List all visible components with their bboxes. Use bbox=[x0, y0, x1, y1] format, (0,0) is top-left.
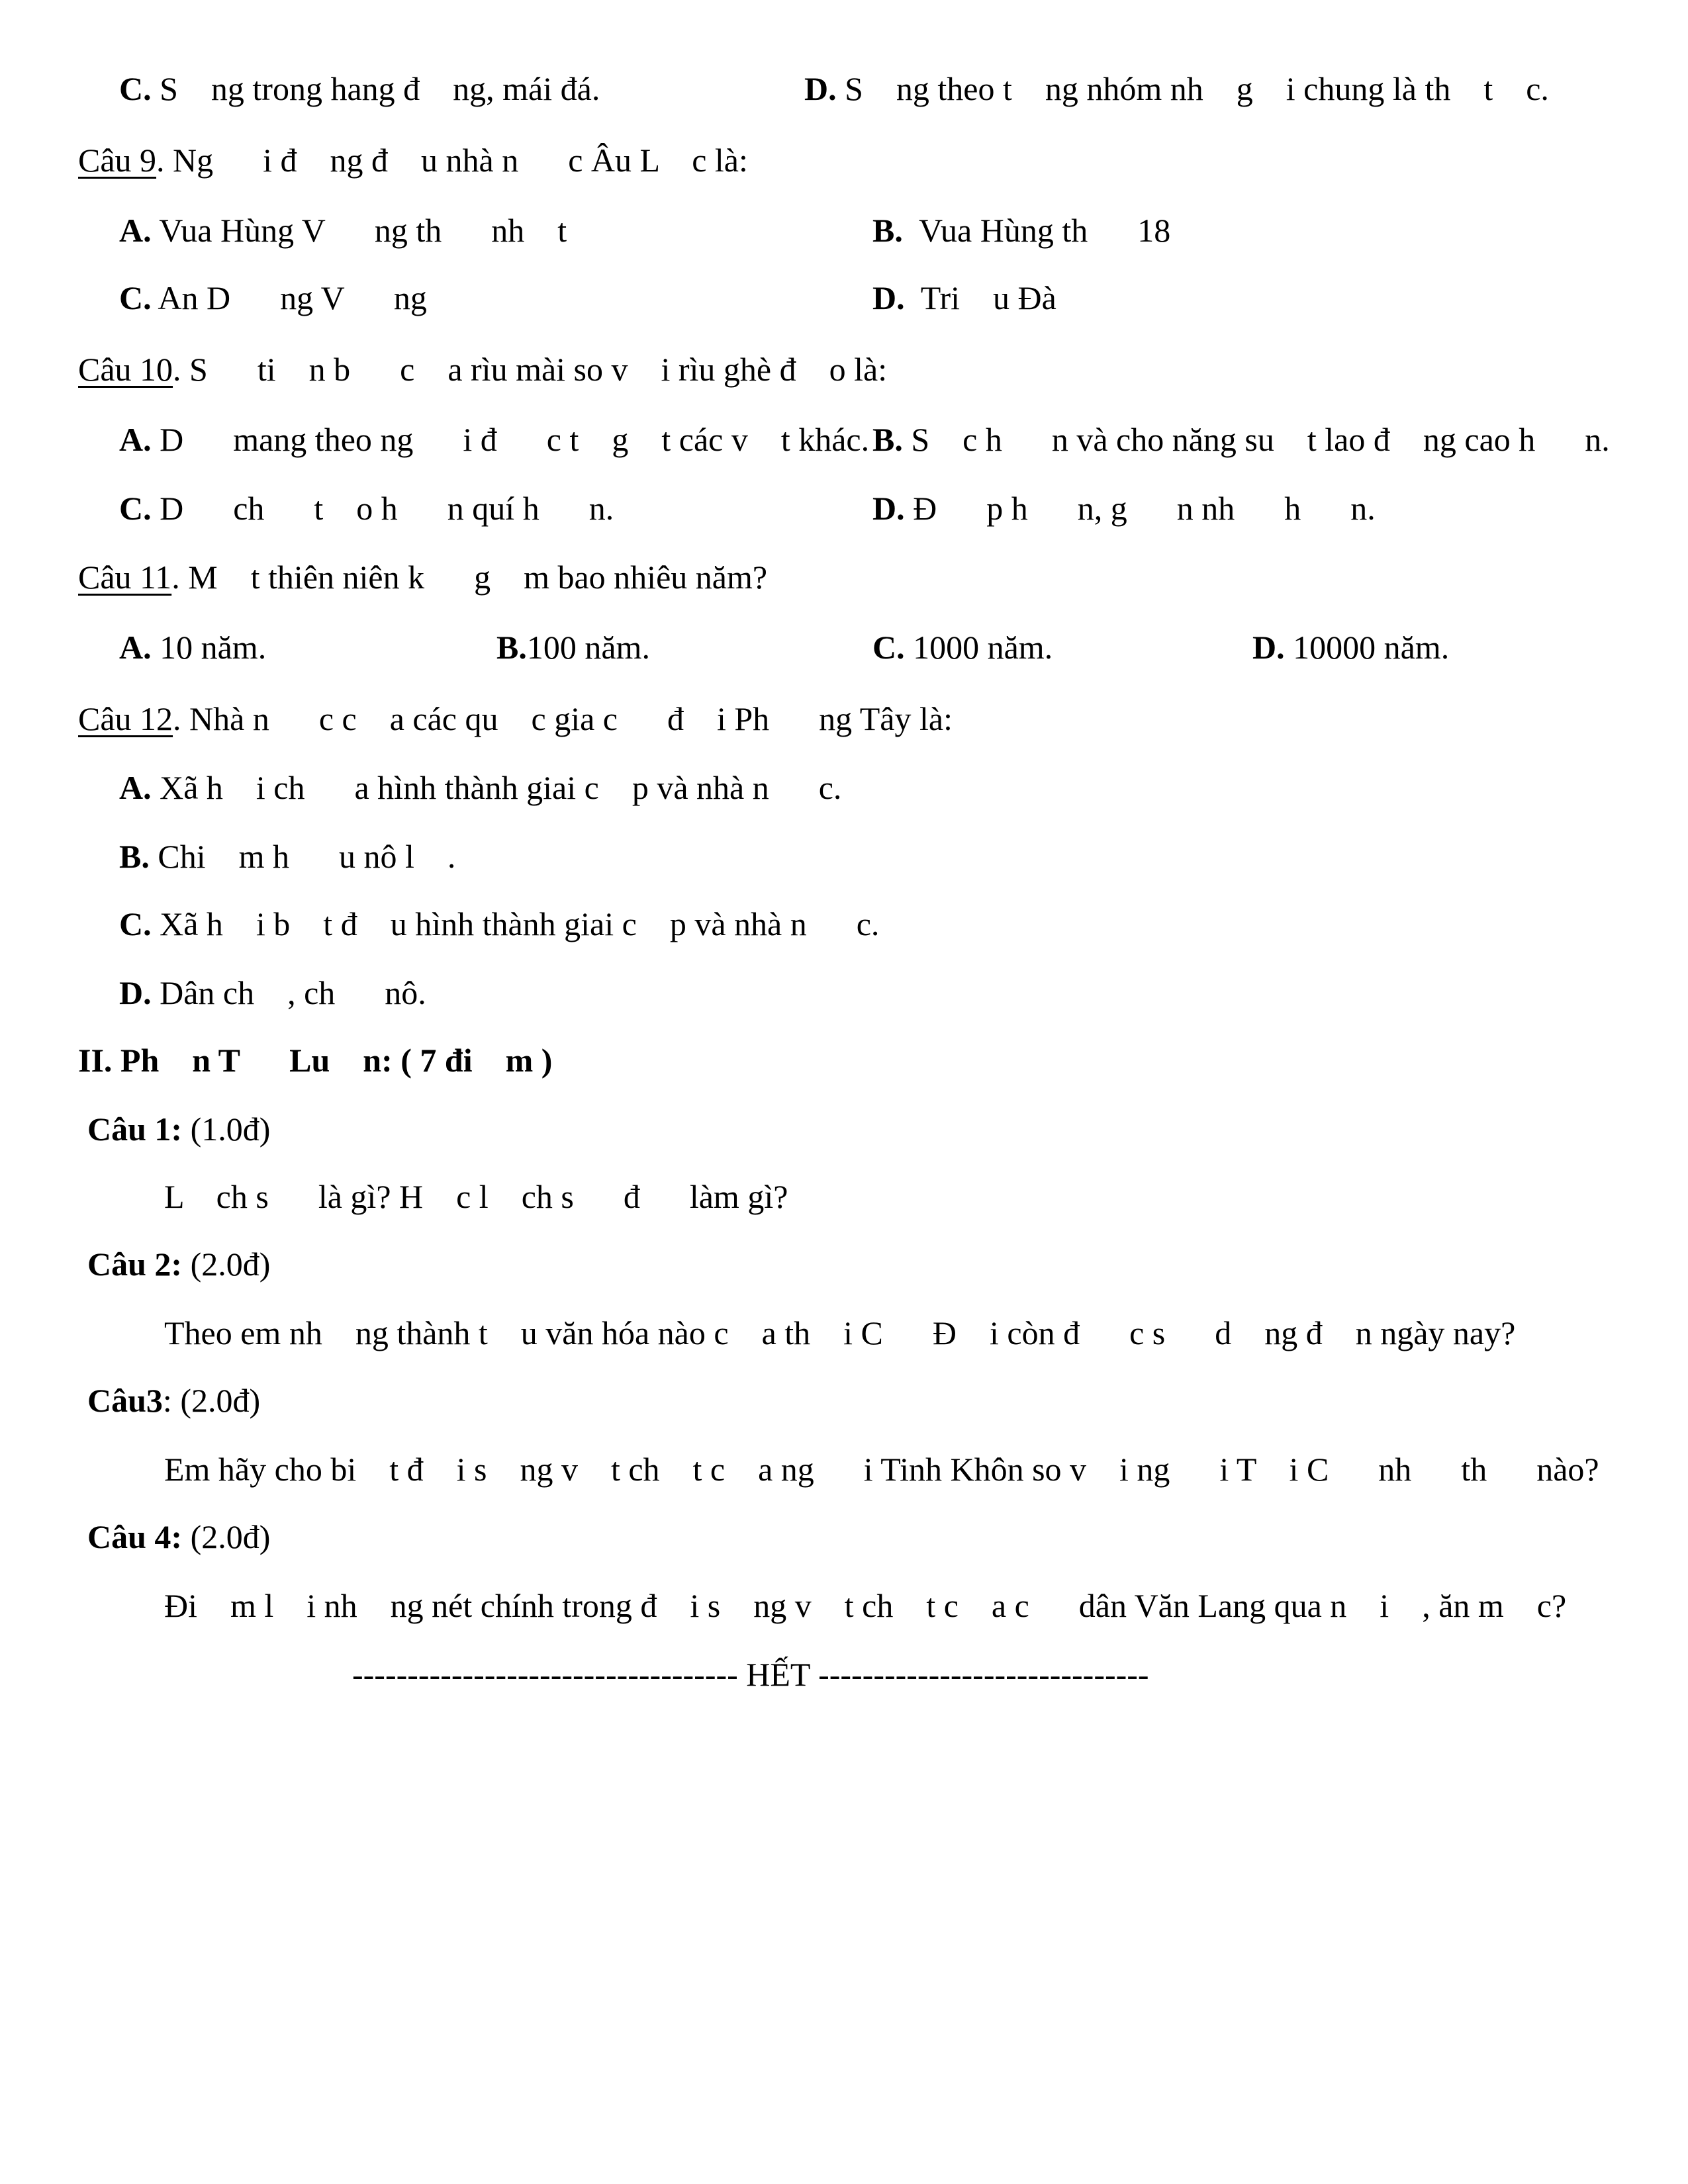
q9-option-a bbox=[119, 210, 567, 250]
q12-option-b bbox=[119, 837, 455, 876]
q11-label: Câu 11 bbox=[78, 559, 172, 596]
q9-option-b-text: Vua Hùng th 18 bbox=[902, 212, 1171, 249]
q8-option-d bbox=[804, 69, 1549, 109]
q12-option-c-letter: C. bbox=[119, 905, 152, 942]
q12-option-c bbox=[119, 904, 879, 944]
q9-option-b bbox=[872, 210, 1170, 250]
q8-option-c-text: S ng trong hang đ ng, mái đá. bbox=[151, 70, 600, 107]
q9-label: Câu 9 bbox=[78, 142, 157, 179]
q11-option-d bbox=[1252, 627, 1449, 667]
q10-option-c-letter: C. bbox=[119, 490, 152, 527]
essay-q3-points: : (2.0đ) bbox=[162, 1382, 261, 1419]
q9-option-b-letter: B. bbox=[872, 212, 903, 249]
q10-option-b bbox=[872, 420, 1610, 459]
essay-q4-label: Câu 4: bbox=[87, 1518, 183, 1555]
q11-option-b bbox=[496, 627, 650, 667]
q8-option-c bbox=[119, 69, 600, 109]
q11-option-c-text: 1000 năm. bbox=[904, 629, 1053, 666]
essay-q2-header bbox=[87, 1244, 270, 1284]
q11-option-c bbox=[872, 627, 1053, 667]
q9-option-c-text: An D ng V ng bbox=[151, 279, 427, 316]
q9-option-d-text: Tri u Đà bbox=[904, 279, 1056, 316]
q8-option-d-text: S ng theo t ng nhóm nh g i chung là th t c. bbox=[836, 70, 1549, 107]
q10-option-d-letter: D. bbox=[872, 490, 905, 527]
q8-option-c-letter: C. bbox=[119, 70, 152, 107]
q10-option-c bbox=[119, 488, 614, 528]
q10-option-a-letter: A. bbox=[119, 421, 152, 458]
q9-option-d bbox=[872, 278, 1056, 318]
essay-q3-header bbox=[87, 1381, 260, 1420]
q10-option-c-text: D ch t o h n quí h n. bbox=[151, 490, 614, 527]
q9-option-c-letter: C. bbox=[119, 279, 152, 316]
essay-q4-points: (2.0đ) bbox=[182, 1518, 271, 1555]
q11-option-b-text: 100 năm. bbox=[526, 629, 650, 666]
q10-label: Câu 10 bbox=[78, 351, 173, 388]
essay-q2-label: Câu 2: bbox=[87, 1246, 183, 1283]
q12-option-d-text: Dân ch , ch nô. bbox=[151, 974, 426, 1011]
q10-option-d-text: Đ p h n, g n nh h n. bbox=[904, 490, 1376, 527]
part2-heading: II. Ph n T Lu n: ( 7 đi m ) bbox=[78, 1042, 553, 1079]
essay-q4-header bbox=[87, 1517, 270, 1557]
q12-option-b-letter: B. bbox=[119, 838, 150, 875]
q10-text: . S ti n b c a rìu mài so v i rìu ghè đ o là: bbox=[173, 351, 888, 388]
essay-q3-label: Câu3 bbox=[87, 1382, 163, 1419]
q10-option-a-text: D mang theo ng i đ c t g t các v t khác. bbox=[151, 421, 870, 458]
q11-option-c-letter: C. bbox=[872, 629, 905, 666]
q9-text: . Ng i đ ng đ u nhà n c Âu L c là: bbox=[156, 142, 748, 179]
q11-option-a-text: 10 năm. bbox=[151, 629, 267, 666]
q12-option-c-text: Xã h i b t đ u hình thành giai c p và nhà n c. bbox=[151, 905, 880, 942]
footer-dashes-right: ------------------------------ bbox=[818, 1656, 1149, 1693]
q11-option-a bbox=[119, 627, 266, 667]
q12-text: . Nhà n c c a các qu c gia c đ i Ph ng Tây là: bbox=[173, 700, 953, 737]
essay-q2-points: (2.0đ) bbox=[182, 1246, 271, 1283]
q11-option-b-letter: B. bbox=[496, 629, 527, 666]
footer-dashes-left: ----------------------------------- bbox=[352, 1656, 738, 1693]
q12-option-d-letter: D. bbox=[119, 974, 152, 1011]
q8-option-d-letter: D. bbox=[804, 70, 837, 107]
q12-label: Câu 12 bbox=[78, 700, 173, 737]
q9-option-a-letter: A. bbox=[119, 212, 152, 249]
footer-end-label: HẾT bbox=[737, 1656, 819, 1693]
essay-q1-text: L ch s là gì? H c l ch s đ làm gì? bbox=[164, 1178, 788, 1215]
q12-option-a-text: Xã h i ch a hình thành giai c p và nhà n c. bbox=[151, 769, 842, 806]
q10-option-d bbox=[872, 488, 1376, 528]
q12-option-a bbox=[119, 768, 841, 807]
q10-option-b-text: S c h n và cho năng su t lao đ ng cao h n. bbox=[902, 421, 1610, 458]
q10-option-b-letter: B. bbox=[872, 421, 903, 458]
q11-option-d-text: 10000 năm. bbox=[1284, 629, 1450, 666]
q12-option-a-letter: A. bbox=[119, 769, 152, 806]
q11-stem bbox=[78, 557, 767, 597]
essay-q4-text: Đi m l i nh ng nét chính trong đ i s ng v t ch t c a c dân Văn Lang qua n i , ăn m c? bbox=[164, 1587, 1567, 1624]
essay-q1-points: (1.0đ) bbox=[182, 1111, 271, 1148]
q9-option-c bbox=[119, 278, 427, 318]
essay-q3-text: Em hãy cho bi t đ i s ng v t ch t c a ng i Tinh Khôn so v i ng i T i C nh th nào? bbox=[164, 1451, 1599, 1488]
q11-option-d-letter: D. bbox=[1252, 629, 1285, 666]
q11-option-a-letter: A. bbox=[119, 629, 152, 666]
end-footer bbox=[352, 1655, 1149, 1694]
q12-option-d bbox=[119, 973, 426, 1013]
q9-stem bbox=[78, 140, 748, 180]
essay-q1-header bbox=[87, 1109, 270, 1149]
q10-stem bbox=[78, 349, 887, 389]
q9-option-d-letter: D. bbox=[872, 279, 905, 316]
essay-q2-text: Theo em nh ng thành t u văn hóa nào c a th i C Đ i còn đ c s d ng đ n ngày nay? bbox=[164, 1314, 1516, 1351]
q11-text: . M t thiên niên k g m bao nhiêu năm? bbox=[171, 559, 768, 596]
q12-stem bbox=[78, 699, 953, 739]
q12-option-b-text: Chi m h u nô l . bbox=[149, 838, 456, 875]
q10-option-a bbox=[119, 420, 869, 459]
essay-q1-label: Câu 1: bbox=[87, 1111, 183, 1148]
q9-option-a-text: Vua Hùng V ng th nh t bbox=[151, 212, 567, 249]
